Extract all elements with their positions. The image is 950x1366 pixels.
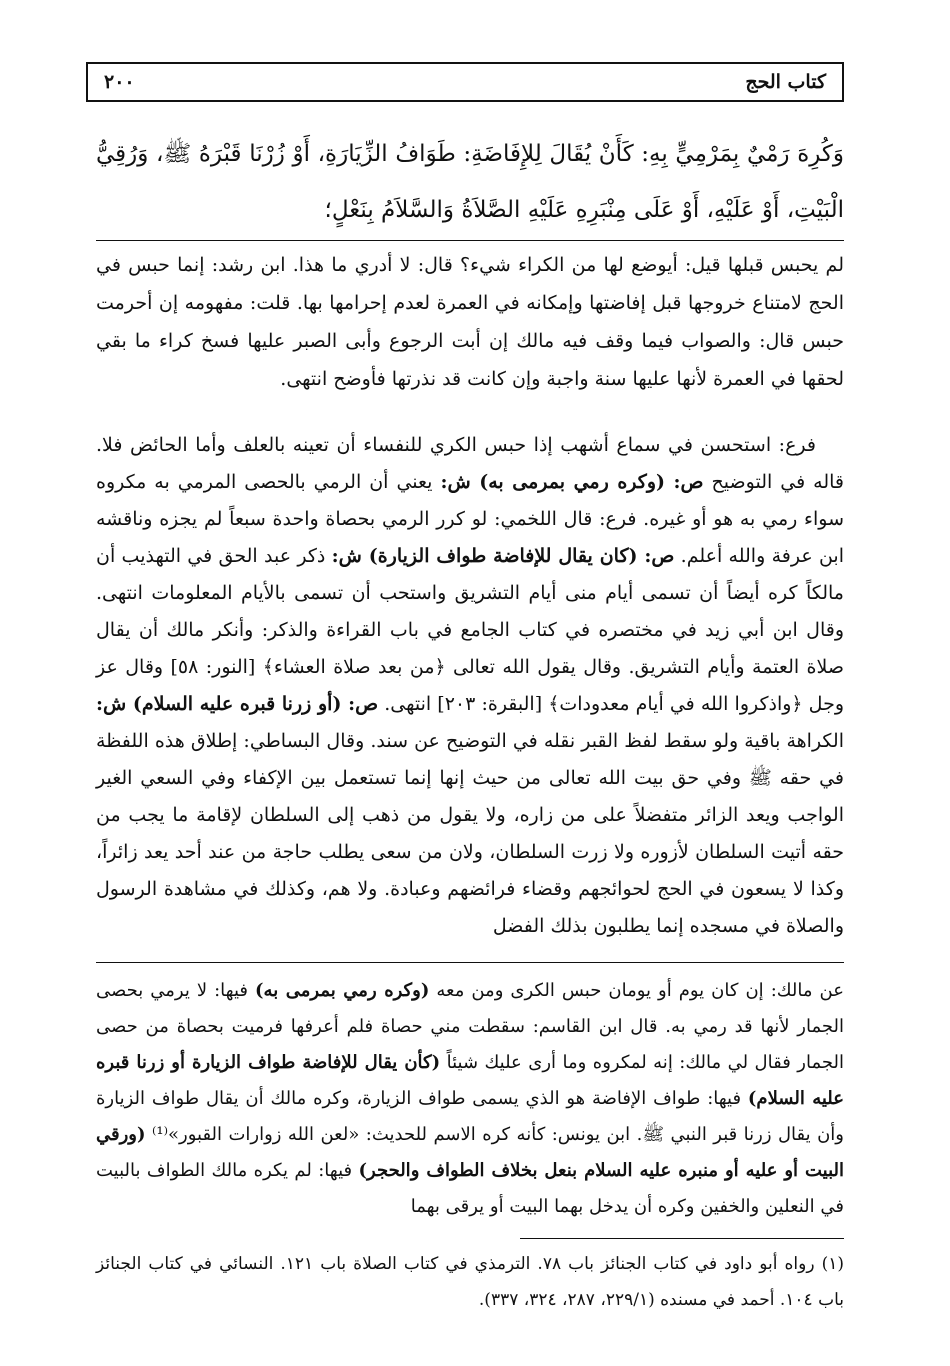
footnote — [96, 1246, 844, 1318]
page-number: ٢٠٠ — [104, 71, 135, 93]
footnote-divider — [520, 1238, 844, 1239]
lemma: ص: (كان يقال للإفاضة طواف الزيارة) ش: — [331, 545, 675, 567]
commentary-paragraph: لم يحبس قبلها قيل: أيوضع لها من الكراء شيء؟ قال: لا أدري ما هذا. ابن رشد: إنما حبس في الحج لامتناع خروجها قبل إفاضتها وإمكانه في العمرة لعدم إحرامها بها. قلت: مفهومه إن أحرمت حبس قال: والصواب فيما وقف فيه مالك إن أبت الرجوع وأبى الصبر عليها فسخ كراء ما بقي لحقها في العمرة لأنها عليها سنة واجبة وإن كانت قد نذرتها فأوضح انتهى. — [96, 254, 844, 390]
commentary-divider — [96, 962, 844, 963]
commentary-main — [96, 427, 844, 945]
footnote-text: (١) رواه أبو داود في كتاب الجنائز باب ٧٨. الترمذي في كتاب الصلاة باب ١٢١. النسائي في كتاب الجنائز باب ١٠٤. أحمد في مسنده (٢٢٩/١، ٢٨٧، ٣٢٤، ٣٣٧). — [96, 1254, 844, 1310]
commentary-paragraph: فرع: استحسن في سماع أشهب إذا حبس الكري للنفساء أن تعينه بالعلف وأما الحائض فلا. قاله في التوضيح ص: (وكره رمي بمرمى به) ش: يعني أن الرمي بالحصى المرمي به مكروه سواء رمي به هو أو غيره. فرع: قال اللخمي: لو كرر الرمي بحصاة واحدة سبعاً لم يجزه وناقشه ابن عرفة والله أعلم. ص: (كان يقال للإفاضة طواف الزيارة) ش: ذكر عبد الحق في التهذيب أن مالكاً كره أيضاً أن تسمى أيام منى أيام التشريق واستحب أن تسمى بالأيام المعلومات انتهى. وقال ابن أبي زيد في مختصره في كتاب الجامع في باب القراءة والذكر: وأنكر مالك أن يقال صلاة العتمة وأيام التشريق. وقال يقول الله تعالى ﴿من بعد صلاة العشاء﴾ [النور: ٥٨] وقال عز وجل ﴿واذكروا الله في أيام معدودات﴾ [البقرة: ٢٠٣] انتهى. ص: (أو زرنا قبره عليه السلام) ش: الكراهة باقية ولو سقط لفظ القبر نقله في التوضيح عن سند. وقال البساطي: إطلاق هذه اللفظة في حقه ﷺ وفي حق بيت الله تعالى من حيث إنها إنما تستعمل بين الإكفاء وفي السعي الغير الواجب ويعد الزائر متفضلاً على من زاره، ولا يقول من ذهب إلى السلطان لإقامة ما يجب من حقه أتيت السلطان لأزوره ولا زرت السلطان، ولان من سعى يطلب حاجة من عند أحد يعد زائراً، وكذا لا يسعون في الحج لحوائجهم وقضاء فرائضهم وعبادة. ولا هم، وكذلك في مشاهدة الرسول والصلاة في مسجده إنما يطلبون بذلك الفضل — [96, 434, 844, 937]
commentary-lower — [96, 973, 844, 1225]
lemma: (وكره رمي بمرمى به) — [255, 980, 430, 1001]
book-title: كتاب الحج — [745, 71, 826, 93]
commentary-continued — [96, 246, 844, 398]
matn-text — [96, 126, 844, 238]
lemma: (كأن يقال للإفاضة طواف الزيارة أو زرنا قبره عليه السلام) — [96, 1052, 844, 1109]
page-header — [86, 62, 844, 102]
commentary-paragraph: عن مالك: إن كان يوم أو يومان حبس الكرى ومن معه (وكره رمي بمرمى به) فيها: لا يرمي بحصى الجمار لأنها قد رمي به. قال ابن القاسم: سقطت مني حصاة فلم أعرفها فرميت بحصاة من حصى الجمار فقال لي مالك: إنه لمكروه وما أرى عليك شيئاً (كأن يقال للإفاضة طواف الزيارة أو زرنا قبره عليه السلام) فيها: طواف الإفاضة هو الذي يسمى طواف الزيارة، وكره مالك أن يقال طواف الزيارة وأن يقال زرنا قبر النبي ﷺ. ابن يونس: كأنه كره الاسم للحديث: «لعن الله زوارات القبور»⁽¹⁾ (ورقي البيت أو عليه أو منبره عليه السلام بنعل بخلاف الطواف والحجر) فيها: لم يكره مالك الطواف بالبيت في النعلين والخفين وكره أن يدخل بهما البيت أو يرقى بهما — [96, 980, 844, 1217]
lemma: (ورقي البيت أو عليه أو منبره عليه السلام بنعل بخلاف الطواف والحجر) — [96, 1124, 844, 1181]
lemma: ص: (وكره رمي بمرمى به) ش: — [440, 471, 704, 493]
matn-paragraph: وَكُرِهَ رَمْيٌ بِمَرْمِيٍّ بِهِ: كَأَنْ يُقَالَ لِلإِفَاضَةِ: طَوَافُ الزِّيَارَةِ، أَوْ زُرْنَا قَبْرَهُ ﷺ، وَرُقِيُّ الْبَيْتِ، أَوْ عَلَيْهِ، أَوْ عَلَى مِنْبَرِهِ عَلَيْهِ الصَّلاَةُ وَالسَّلاَمُ بِنَعْلٍ؛ — [96, 141, 844, 223]
lemma: ص: (أو زرنا قبره عليه السلام) ش: — [96, 693, 379, 715]
matn-divider — [96, 240, 844, 241]
